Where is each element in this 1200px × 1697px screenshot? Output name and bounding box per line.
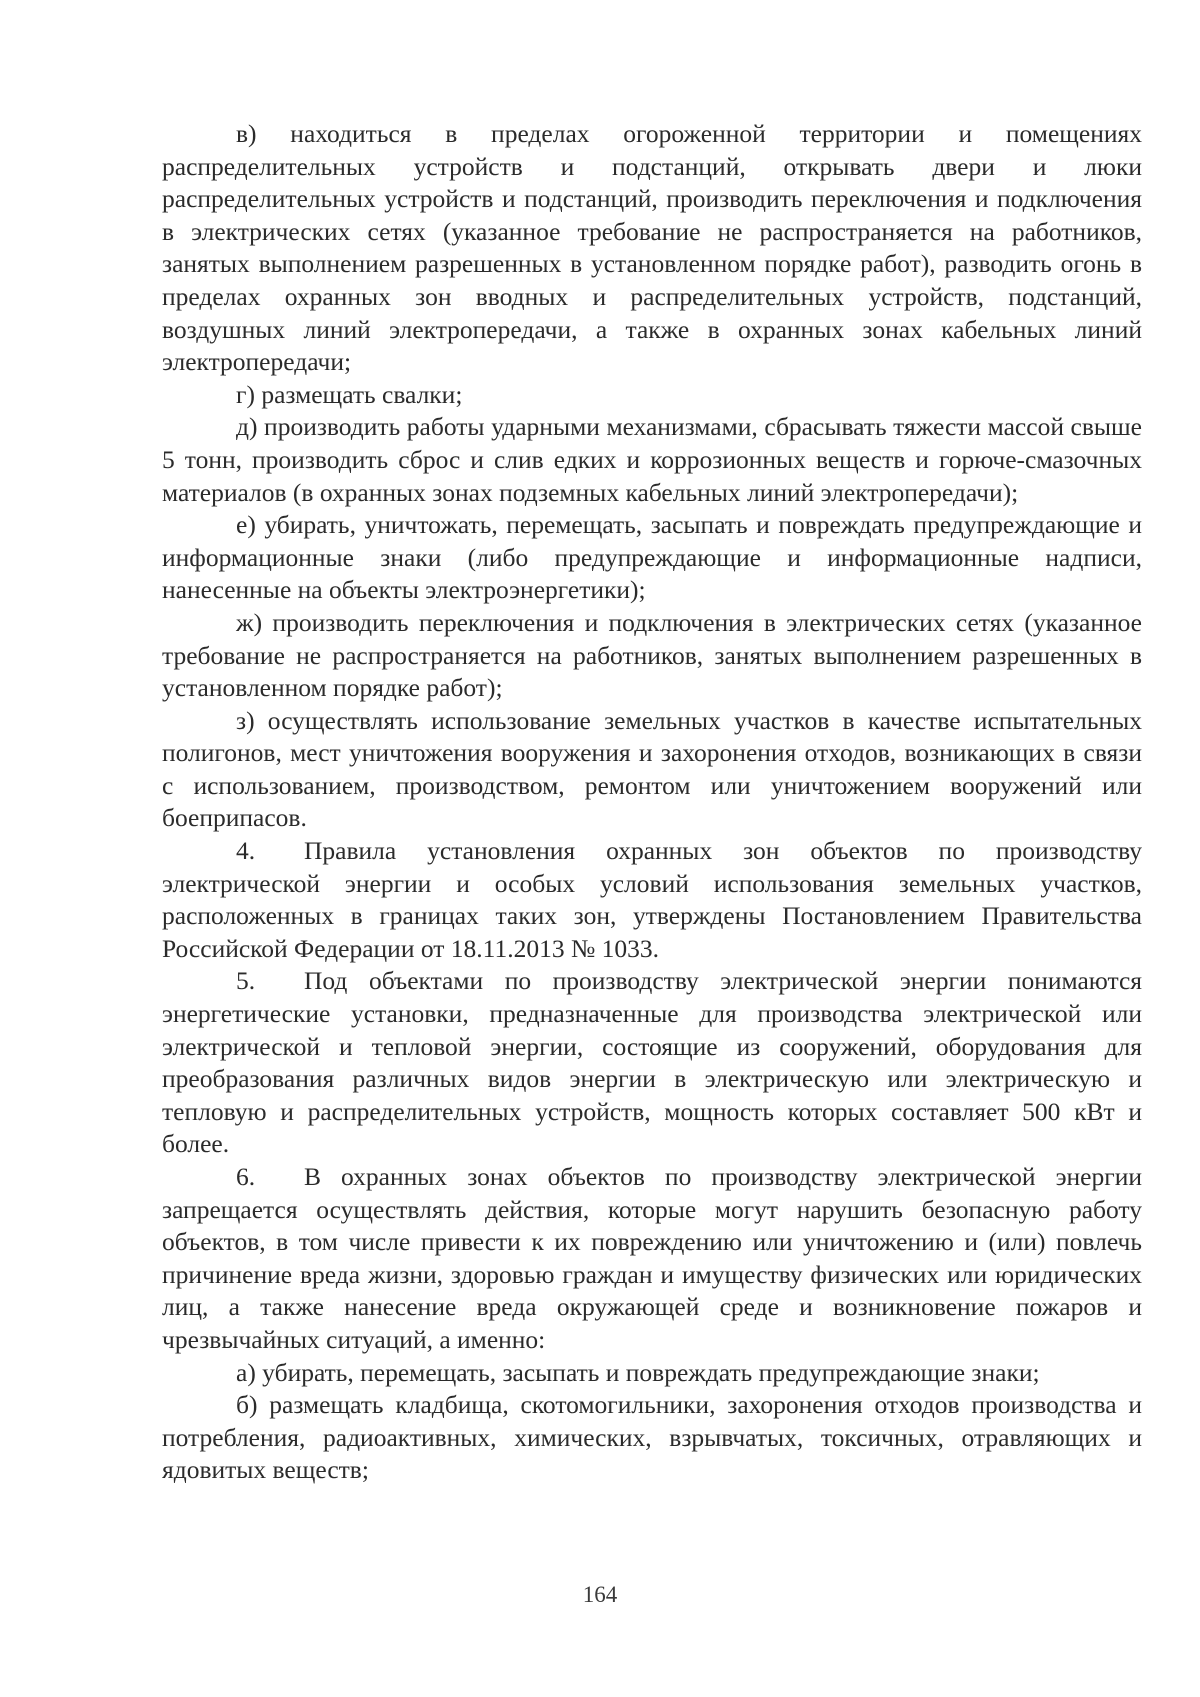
numbered-paragraph-4 (162, 835, 1142, 965)
page-number: 164 (582, 1582, 618, 1607)
paragraph-e: е) убирать, уничтожать, перемещать, засыпать и повреждать предупреждающие и информационные знаки (либо предупреждающие и информационные надписи, нанесенные на объекты электроэнергетики); (162, 510, 1142, 605)
paragraph-g: г) размещать свалки; (236, 379, 463, 409)
paragraph-text: Под объектами по производству электрической энергии понимаются энергетические установки, предназначенные для производства электрической или электрической и тепловой энергии, состоящие из сооружений, оборудования для преобразования различных видов энергии в электрическую или электрическую и тепловую и распределительных устройств, мощность которых составляет 500 кВт и более. (162, 966, 1142, 1159)
paragraph-z: з) осуществлять использование земельных участков в качестве испытательных полигонов, мест уничтожения вооружения и захоронения отходов, возникающих в связи с использованием, производством, ремонтом или уничтожением вооружений или боеприпасов. (162, 705, 1142, 833)
document-body (162, 118, 1142, 1487)
numbered-paragraph-6 (162, 1161, 1142, 1357)
paragraph-text: В охранных зонах объектов по производству электрической энергии запрещается осуществлять действия, которые могут нарушить безопасную работу объектов, в том числе привести к их повреждению или уничтожению и (или) повлечь причинение вреда жизни, здоровью граждан и имуществу физических или юридических лиц, а также нанесение вреда окружающей среде и возникновение пожаров и чрезвычайных ситуаций, а именно: (162, 1162, 1142, 1354)
paragraph-d: д) производить работы ударными механизмами, сбрасывать тяжести массой свыше 5 тонн, производить сброс и слив едких и коррозионных веществ и горюче-смазочных материалов (в охранных зонах подземных кабельных линий электропередачи); (162, 412, 1142, 507)
paragraph-number: 6. (236, 1162, 256, 1191)
paragraph-b: б) размещать кладбища, скотомогильники, захоронения отходов производства и потребления, радиоактивных, химических, взрывчатых, токсичных, отравляющих и ядовитых веществ; (162, 1390, 1142, 1485)
paragraph-number: 5. (236, 966, 256, 996)
paragraph-zh: ж) производить переключения и подключения в электрических сетях (указанное требование не распространяется на работников, занятых выполнением разрешенных в установленном порядке работ); (162, 607, 1142, 703)
paragraph-a: а) убирать, перемещать, засыпать и повреждать предупреждающие знаки; (236, 1357, 1040, 1387)
paragraph-v: в) находиться в пределах огороженной территории и помещениях распределительных устройств и подстанций, открывать двери и люки распределительных устройств и подстанций, производить переключения и подключения в электрических сетях (указанное требование не распространяется на работников, занятых выполнением разрешенных в установленном порядке работ), разводить огонь в пределах охранных зон вводных и распределительных устройств, подстанций, воздушных линий электропередачи, а также в охранных зонах кабельных линий электропередачи; (162, 119, 1142, 377)
paragraph-number: 4. (236, 836, 256, 866)
paragraph-text: Правила установления охранных зон объектов по производству электрической энергии и особых условий использования земельных участков, расположенных в границах таких зон, утверждены Постановлением Правительства Российской Федерации от 18.11.2013 № 1033. (162, 836, 1142, 963)
numbered-paragraph-5 (162, 965, 1142, 1161)
